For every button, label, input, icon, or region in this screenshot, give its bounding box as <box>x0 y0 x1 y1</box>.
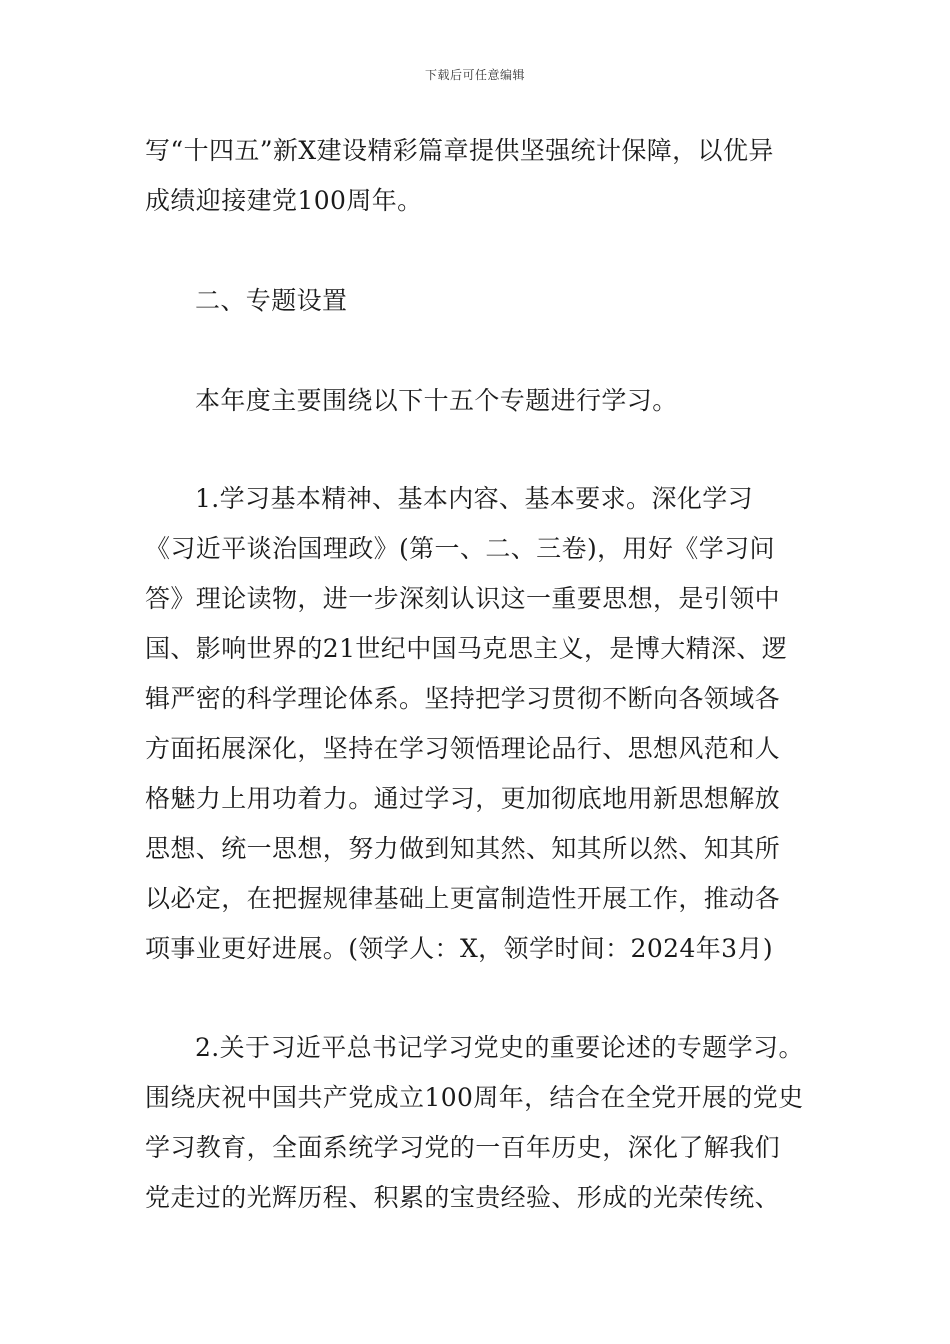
heading-text: 二、专题设置 <box>195 286 348 315</box>
text-line: 写“十四五”新X建设精彩篇章提供坚强统计保障，以优异 <box>145 136 774 165</box>
text-line: 格魅力上用功着力。通过学习，更加彻底地用新思想解放 <box>145 784 781 813</box>
text-line: 本年度主要围绕以下十五个专题进行学习。 <box>195 386 678 415</box>
text-line: 成绩迎接建党100周年。 <box>145 186 423 215</box>
text-line: 国、影响世界的21世纪中国马克思主义，是博大精深、逻 <box>145 634 788 663</box>
text-line: 围绕庆祝中国共产党成立100周年，结合在全党开展的党史 <box>145 1083 804 1112</box>
text-line: 《习近平谈治国理政》(第一、二、三卷)，用好《学习问 <box>145 534 775 563</box>
text-line: 方面拓展深化，坚持在学习领悟理论品行、思想风范和人 <box>145 734 781 763</box>
text-line: 以必定，在把握规律基础上更富制造性开展工作，推动各 <box>145 884 781 913</box>
text-line: 学习教育，全面系统学习党的一百年历史，深化了解我们 <box>145 1133 781 1162</box>
text-line: 思想、统一思想，努力做到知其然、知其所以然、知其所 <box>145 834 781 863</box>
text-line: 项事业更好进展。(领学人：X，领学时间：2024年3月) <box>145 934 774 963</box>
page-header: 下载后可任意编辑 <box>424 68 525 82</box>
text-line: 党走过的光辉历程、积累的宝贵经验、形成的光荣传统、 <box>145 1183 781 1212</box>
text-line: 1.学习基本精神、基本内容、基本要求。深化学习 <box>195 484 754 513</box>
text-line: 答》理论读物，进一步深刻认识这一重要思想，是引领中 <box>145 584 781 613</box>
text-line: 2.关于习近平总书记学习党史的重要论述的专题学习。 <box>195 1033 804 1062</box>
text-line: 辑严密的科学理论体系。坚持把学习贯彻不断向各领域各 <box>145 684 781 713</box>
